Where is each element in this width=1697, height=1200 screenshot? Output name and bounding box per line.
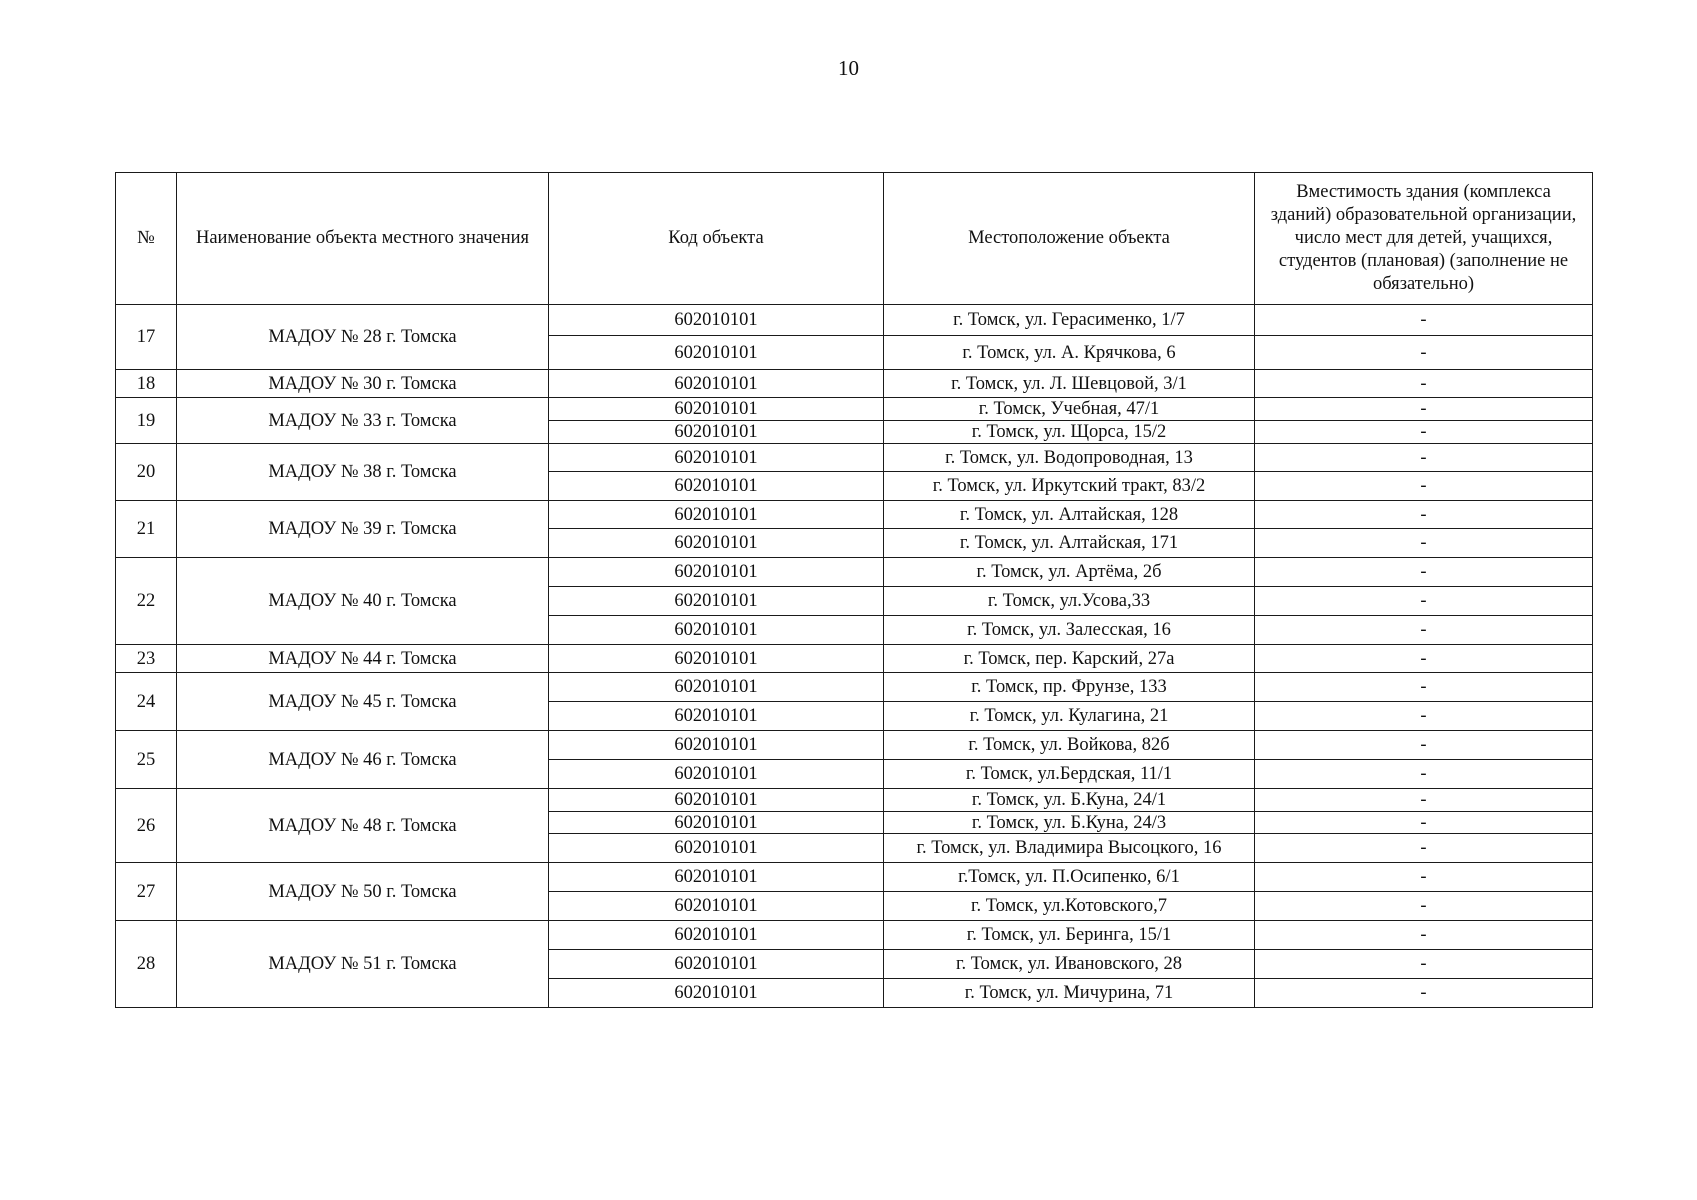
- cell-capacity: -: [1255, 673, 1593, 702]
- cell-object-location: г. Томск, ул. Беринга, 15/1: [884, 921, 1255, 950]
- table-row: [116, 789, 1593, 812]
- cell-object-location: г.Томск, ул. П.Осипенко, 6/1: [884, 863, 1255, 892]
- header-capacity: Вместимость здания (комплекса зданий) образовательной организации, число мест для детей, учащихся, студентов (плановая) (заполнение не обязательно): [1255, 173, 1593, 305]
- cell-object-location: г. Томск, ул. Водопроводная, 13: [884, 444, 1255, 472]
- cell-object-location: г. Томск, ул. Залесская, 16: [884, 616, 1255, 645]
- cell-object-code: 602010101: [549, 558, 884, 587]
- cell-number: 18: [116, 370, 177, 398]
- cell-object-location: г. Томск, ул. Артёма, 2б: [884, 558, 1255, 587]
- cell-number: 23: [116, 645, 177, 673]
- cell-object-code: 602010101: [549, 673, 884, 702]
- cell-number: 25: [116, 731, 177, 789]
- table-row: [116, 731, 1593, 760]
- cell-capacity: -: [1255, 979, 1593, 1008]
- cell-object-location: г. Томск, ул. Б.Куна, 24/1: [884, 789, 1255, 812]
- cell-object-code: 602010101: [549, 812, 884, 834]
- cell-object-code: 602010101: [549, 616, 884, 645]
- table-row: [116, 673, 1593, 702]
- cell-object-code: 602010101: [549, 305, 884, 336]
- header-object-location: Местоположение объекта: [884, 173, 1255, 305]
- cell-object-name: МАДОУ № 33 г. Томска: [177, 398, 549, 444]
- cell-object-code: 602010101: [549, 336, 884, 370]
- table-row: [116, 645, 1593, 673]
- cell-object-name: МАДОУ № 44 г. Томска: [177, 645, 549, 673]
- table-row: [116, 501, 1593, 529]
- cell-object-location: г. Томск, ул. Владимира Высоцкого, 16: [884, 834, 1255, 863]
- cell-capacity: -: [1255, 834, 1593, 863]
- cell-object-location: г. Томск, ул. Алтайская, 171: [884, 529, 1255, 558]
- header-row: [116, 173, 1593, 305]
- page-number: 10: [838, 56, 859, 80]
- cell-object-code: 602010101: [549, 645, 884, 673]
- cell-object-code: 602010101: [549, 702, 884, 731]
- cell-capacity: -: [1255, 370, 1593, 398]
- header-object-code: Код объекта: [549, 173, 884, 305]
- cell-number: 22: [116, 558, 177, 645]
- cell-object-location: г. Томск, ул. Войкова, 82б: [884, 731, 1255, 760]
- cell-capacity: -: [1255, 305, 1593, 336]
- objects-table: [115, 172, 1593, 1008]
- cell-object-location: г. Томск, ул. Кулагина, 21: [884, 702, 1255, 731]
- header-object-name: Наименование объекта местного значения: [177, 173, 549, 305]
- cell-object-code: 602010101: [549, 950, 884, 979]
- cell-object-name: МАДОУ № 48 г. Томска: [177, 789, 549, 863]
- cell-number: 28: [116, 921, 177, 1008]
- cell-object-name: МАДОУ № 51 г. Томска: [177, 921, 549, 1008]
- cell-object-code: 602010101: [549, 834, 884, 863]
- cell-object-code: 602010101: [549, 979, 884, 1008]
- cell-number: 27: [116, 863, 177, 921]
- cell-object-name: МАДОУ № 30 г. Томска: [177, 370, 549, 398]
- header-number: №: [116, 173, 177, 305]
- cell-capacity: -: [1255, 702, 1593, 731]
- cell-capacity: -: [1255, 921, 1593, 950]
- cell-object-code: 602010101: [549, 587, 884, 616]
- cell-object-location: г. Томск, ул.Котовского,7: [884, 892, 1255, 921]
- table-row: [116, 921, 1593, 950]
- cell-object-location: г. Томск, ул. Л. Шевцовой, 3/1: [884, 370, 1255, 398]
- cell-object-name: МАДОУ № 46 г. Томска: [177, 731, 549, 789]
- cell-object-location: г. Томск, Учебная, 47/1: [884, 398, 1255, 421]
- cell-object-code: 602010101: [549, 501, 884, 529]
- cell-capacity: -: [1255, 645, 1593, 673]
- cell-object-code: 602010101: [549, 398, 884, 421]
- cell-capacity: -: [1255, 529, 1593, 558]
- cell-object-name: МАДОУ № 50 г. Томска: [177, 863, 549, 921]
- cell-capacity: -: [1255, 731, 1593, 760]
- table-header: [116, 173, 1593, 305]
- cell-object-code: 602010101: [549, 421, 884, 444]
- cell-object-code: 602010101: [549, 892, 884, 921]
- cell-object-code: 602010101: [549, 789, 884, 812]
- cell-capacity: -: [1255, 501, 1593, 529]
- cell-object-location: г. Томск, ул.Усова,33: [884, 587, 1255, 616]
- cell-capacity: -: [1255, 336, 1593, 370]
- cell-object-location: г. Томск, ул. Алтайская, 128: [884, 501, 1255, 529]
- cell-capacity: -: [1255, 421, 1593, 444]
- cell-object-code: 602010101: [549, 731, 884, 760]
- cell-capacity: -: [1255, 760, 1593, 789]
- cell-object-location: г. Томск, ул. Б.Куна, 24/3: [884, 812, 1255, 834]
- cell-capacity: -: [1255, 892, 1593, 921]
- cell-object-location: г. Томск, ул. А. Крячкова, 6: [884, 336, 1255, 370]
- cell-capacity: -: [1255, 444, 1593, 472]
- cell-object-code: 602010101: [549, 472, 884, 501]
- cell-object-location: г. Томск, ул.Бердская, 11/1: [884, 760, 1255, 789]
- cell-capacity: -: [1255, 587, 1593, 616]
- cell-object-location: г. Томск, ул. Щорса, 15/2: [884, 421, 1255, 444]
- cell-object-location: г. Томск, пр. Фрунзе, 133: [884, 673, 1255, 702]
- cell-object-code: 602010101: [549, 921, 884, 950]
- cell-object-location: г. Томск, ул. Иркутский тракт, 83/2: [884, 472, 1255, 501]
- cell-object-location: г. Томск, ул. Мичурина, 71: [884, 979, 1255, 1008]
- cell-object-name: МАДОУ № 45 г. Томска: [177, 673, 549, 731]
- cell-capacity: -: [1255, 812, 1593, 834]
- cell-object-name: МАДОУ № 28 г. Томска: [177, 305, 549, 370]
- cell-object-name: МАДОУ № 38 г. Томска: [177, 444, 549, 501]
- cell-number: 24: [116, 673, 177, 731]
- cell-capacity: -: [1255, 863, 1593, 892]
- cell-object-code: 602010101: [549, 760, 884, 789]
- cell-object-name: МАДОУ № 39 г. Томска: [177, 501, 549, 558]
- table-row: [116, 863, 1593, 892]
- cell-capacity: -: [1255, 789, 1593, 812]
- cell-number: 26: [116, 789, 177, 863]
- cell-object-name: МАДОУ № 40 г. Томска: [177, 558, 549, 645]
- cell-number: 21: [116, 501, 177, 558]
- cell-capacity: -: [1255, 398, 1593, 421]
- table-row: [116, 305, 1593, 336]
- table-row: [116, 398, 1593, 421]
- table-row: [116, 444, 1593, 472]
- table-row: [116, 558, 1593, 587]
- cell-number: 20: [116, 444, 177, 501]
- table-body: [116, 305, 1593, 1008]
- cell-object-code: 602010101: [549, 863, 884, 892]
- cell-number: 17: [116, 305, 177, 370]
- cell-object-code: 602010101: [549, 370, 884, 398]
- cell-object-code: 602010101: [549, 529, 884, 558]
- cell-capacity: -: [1255, 558, 1593, 587]
- cell-capacity: -: [1255, 616, 1593, 645]
- cell-object-code: 602010101: [549, 444, 884, 472]
- cell-capacity: -: [1255, 472, 1593, 501]
- cell-object-location: г. Томск, ул. Ивановского, 28: [884, 950, 1255, 979]
- cell-object-location: г. Томск, пер. Карский, 27а: [884, 645, 1255, 673]
- cell-capacity: -: [1255, 950, 1593, 979]
- cell-object-location: г. Томск, ул. Герасименко, 1/7: [884, 305, 1255, 336]
- table-row: [116, 370, 1593, 398]
- cell-number: 19: [116, 398, 177, 444]
